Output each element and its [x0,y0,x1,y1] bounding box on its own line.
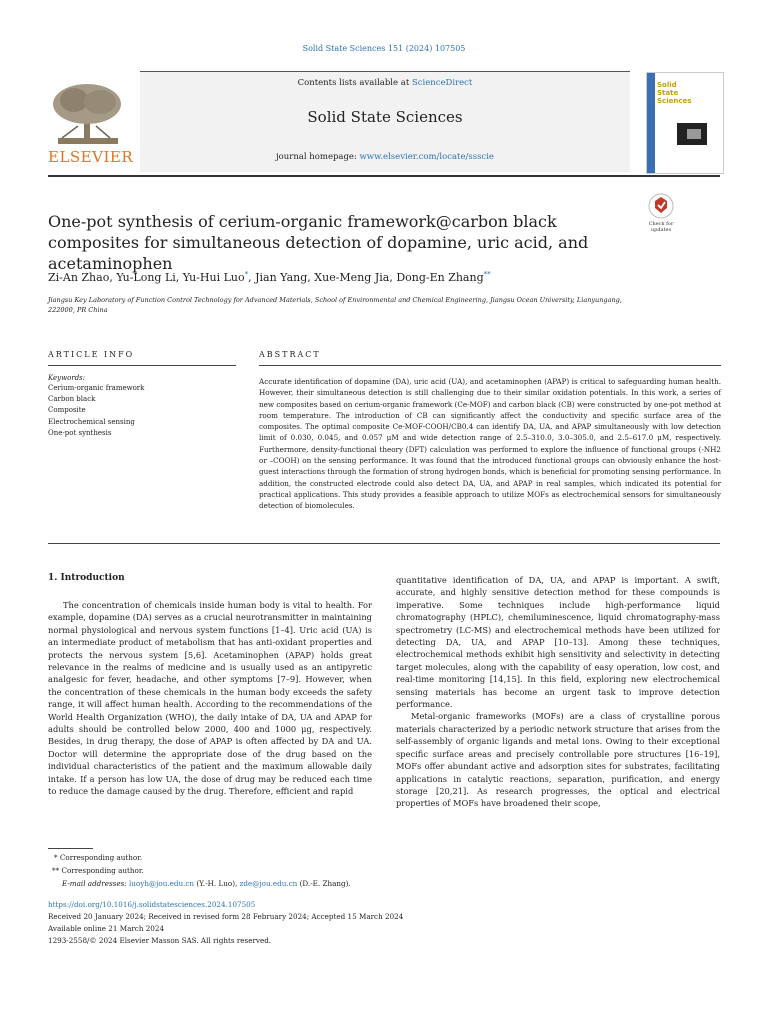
cover-line: Sciences [657,97,692,105]
intro-paragraph: quantitative identification of DA, UA, and APAP is important. A swift, accurate, and highly sensitive detection method for these compounds is imperative. Some techniques include high-performance liquid chromatography (HPLC), chemiluminescence, liquid chromatography-mass spectrometry (LC-MS) and electrochemical methods have been utilized for detecting DA, UA, and APAP [10–13]. Among these techniques, electrochemical methods exhibit high sensitivity and selectivity in detecting target molecules, along with the capability of easy operation, low cost, and real-time monitoring [14,15]. In this field, exploring new electrochemical sensing materials has become an urgent task to improve detection performance. Metal-organic frameworks (MOFs) are a class of crystalline porous materials characterized by a periodic network structure that arises from the self-assembly of organic ligands and metal ions. Owing to their exceptional specific surface areas and precisely controllable pore structures [16–19], MOFs offer abundant active and adsorption sites for substrates, facilitating applications in catalytic reactions, separation, purification, and energy storage [20,21]. As research progresses, the optical and electrical properties of MOFs have broadened their scope, [396,575,720,809]
doi-link[interactable]: https://doi.org/10.1016/j.solidstatesciences.2024.107505 [48,900,256,909]
email-label: E-mail addresses: [62,879,129,888]
author-list [48,270,688,284]
footnote-rule [48,848,93,849]
author[interactable]: Dong-En Zhang** [396,270,491,284]
citation-header[interactable]: Solid State Sciences 151 (2024) 107505 [302,44,466,53]
keyword: Carbon black [48,395,96,403]
cover-line: State [657,89,679,97]
email-addresses: E-mail addresses: luoyh@jou.edu.cn (Y.-H. Luo), zde@jou.edu.cn (D.-E. Zhang). [62,879,351,888]
author[interactable]: Zi-An Zhao, [48,270,117,284]
email-link[interactable]: luoyh@jou.edu.cn [129,879,195,888]
article-info-heading: ARTICLE INFO [48,350,135,359]
received-dates: Received 20 January 2024; Received in revised form 28 February 2024; Accepted 15 March 2024 [48,912,404,921]
author[interactable]: Yu-Long Li, [116,270,183,284]
abstract-text: Accurate identification of dopamine (DA), uric acid (UA), and acetaminophen (APAP) is critical to safeguarding human health. However, their simultaneous detection is still challenging due to their similar oxidation potentials. In this work, a series of new composites based on cerium-organic framework (Ce-MOF) and carbon black (CB) were constructed by one-pot method at room temperature. The introduction of CB can significantly affect the conductivity and specific surface area of the composites. The optimal composite Ce-MOF-COOH/CB0.4 can identify DA, UA, and APAP simultaneously with low detection limit of 0.030, 0.045, and 0.057 μM and wide detection range of 2.5–310.0, 3.0–305.0, and 2.5–617.0 μM, respectively. Furthermore, density-functional theory (DFT) calculation was performed to explore the influence of functional groups (-NH2 or –COOH) on the sensing performance. It was found that the introduced functional groups can obviously enhance the host-guest interactions through the formation of strong hydrogen bonds, which is beneficial for promoting sensing performance. In addition, the constructed electrode could also detect DA, UA, and APAP in real samples, which indicated its potential for practical applications. This study provides a feasible approach to utilize MOFs as electrochemical sensors for simultaneously detection of biomolecules. [259,377,721,511]
sciencedirect-link[interactable]: ScienceDirect [411,78,473,88]
contents-prefix: Contents lists available at [297,78,412,88]
abstract-heading: ABSTRACT [259,350,321,359]
journal-name: Solid State Sciences [307,108,463,126]
author[interactable]: Yu-Hui Luo*, [182,270,256,284]
cover-line: Solid [657,81,677,89]
email-link[interactable]: zde@jou.edu.cn [239,879,298,888]
author[interactable]: Xue-Meng Jia, [314,270,397,284]
author[interactable]: Jian Yang, [255,270,315,284]
intro-paragraph: The concentration of chemicals inside human body is vital to health. For example, dopamine (DA) serves as a crucial neurotransmitter in maintaining normal physiological and nervous system functions [1–4]. Uric acid (UA) is an intermediate product of metabolism that has anti-oxidant properties and protects the nervous system [5,6]. Acetaminophen (APAP) holds great relevance in the realms of medicine and is usually used as an antipyretic analgesic for fever, headache, and other symptoms [7–9]. However, when the concentration of these chemicals in the human body exceeds the safety range, it will affect human health. According to the recommendations of the World Health Organization (WHO), the daily intake of DA, UA and APAP for adults should be controlled below 2000, 400 and 1000 μg, respectively. Besides, in drug therapy, the dose of APAP is often affected by DA and UA. Doctor will determine the appropriate dose of the drug based on the individual characteristics of the patient and the maximum allowable daily intake. If a person has low UA, the dose of drug may be reduced each time to reduce the damage caused by the drug. Therefore, efficient and rapid [48,600,372,797]
crossmark-icon [648,193,674,219]
check-for-updates[interactable] [646,193,676,233]
corresponding-author-note: * Corresponding author. [54,853,143,862]
journal-homepage-link[interactable]: www.elsevier.com/locate/ssscie [359,152,494,162]
available-online: Available online 21 March 2024 [48,924,165,933]
contents-line [140,78,630,88]
section-heading-introduction: 1. Introduction [48,573,125,583]
keyword: Cerium-organic framework [48,384,145,392]
keyword: Electrochemical sensing [48,418,135,426]
journal-cover-thumbnail[interactable] [646,72,724,174]
publisher-wordmark: ELSEVIER [48,148,134,166]
homepage-prefix: journal homepage: [276,152,360,162]
affiliation: Jiangsu Key Laboratory of Function Control Technology for Advanced Materials, School of Environmental and Chemical Engineering, Jiangsu Ocean University, Lianyungang, 222000, PR China [48,296,622,314]
corresponding-author-note: ** Corresponding author. [52,866,144,875]
check-for-updates-label: Check for updates [648,221,674,233]
keyword: Composite [48,406,86,414]
article-info-rule [48,365,236,366]
intro-paragraph-mof: Metal-organic frameworks (MOFs) are a class of crystalline porous materials characterized by a periodic network structure that arises from the self-assembly of organic ligands and metal ions. Owing to their exceptional specific surface areas and precisely controllable pore structures [16–19], MOFs offer abundant active and adsorption sites for substrates, facilitating applications in catalytic reactions, separation, purification, and energy storage [20,21]. As research progresses, the optical and electrical properties of MOFs have broadened their scope, [396,711,720,809]
abstract-bottom-rule [48,543,720,544]
masthead-bottom-rule [48,175,720,177]
abstract-rule [259,365,721,366]
homepage-line [140,152,630,162]
copyright: 1293-2558/© 2024 Elsevier Masson SAS. All rights reserved. [48,936,272,945]
elsevier-tree-logo [48,80,126,146]
keywords-label: Keywords: [48,374,86,382]
keyword: One-pot synthesis [48,429,112,437]
article-title: One-pot synthesis of cerium-organic framework@carbon black composites for simultaneous detection of dopamine, uric acid, and acetaminophen [48,212,589,273]
